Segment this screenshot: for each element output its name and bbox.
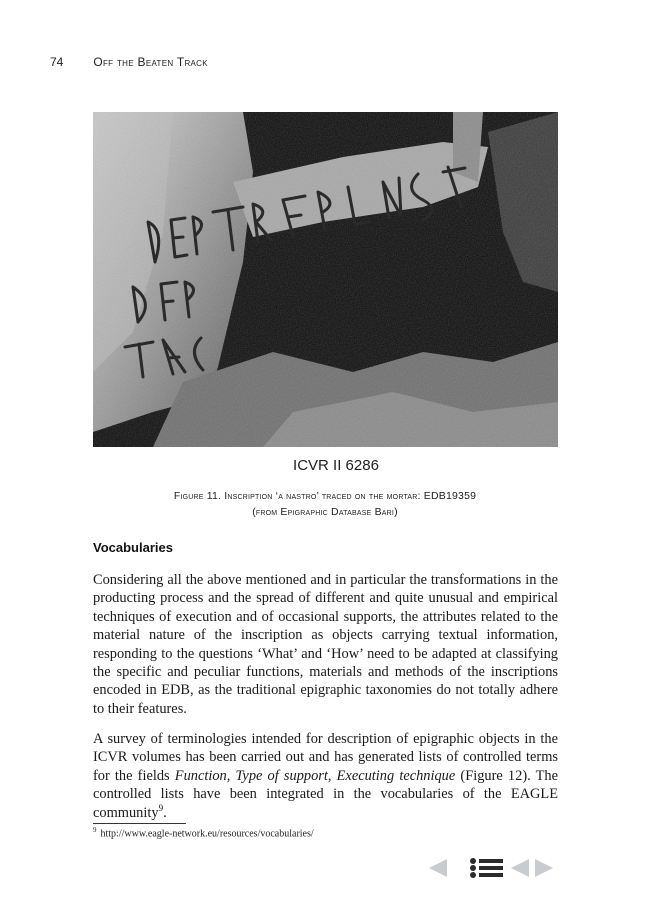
p2-text-a: A survey of terminologies intended for description of epigraphic objects in the ICVR volumes has been carried out and has generated lists of controlled terms for the fields <box>93 731 558 784</box>
running-title: Off the Beaten Track <box>93 55 208 69</box>
footnote-rule <box>93 823 186 824</box>
running-head <box>50 55 208 69</box>
caption-line-1: Figure 11. Inscription ‘a nastro’ traced on the mortar: EDB19359 <box>173 490 477 502</box>
table-of-contents-icon[interactable] <box>469 857 505 884</box>
footnote <box>93 826 314 839</box>
figure-label: ICVR II 6286 <box>293 457 379 474</box>
footnote-ref[interactable]: 9 <box>158 802 164 813</box>
figure-photo <box>93 112 558 447</box>
first-page-icon[interactable] <box>427 857 449 884</box>
page-navigation <box>427 857 557 879</box>
p2-text-b: (Figure 12). The controlled lists have been integrated in the vocabularies of the EAGLE community <box>93 767 558 821</box>
p2-emphasis: Function, Type of support, Executing technique <box>174 767 456 784</box>
caption-line-2: (from Epigraphic Database Bari) <box>252 506 398 518</box>
footnote-number: 9 <box>93 826 97 834</box>
figure-caption <box>90 488 560 520</box>
body-paragraph-1: Considering all the above mentioned and in particular the transformations in the producting process and the spread of different and quite unusual and empirical techniques of execution and of occasional supports, the attributes related to the material nature of the inscription as objects carrying textual information, responding to the questions ‘What’ and ‘How’ need to be adapted at classifying the specific and peculiar functions, materials and methods of the inscriptions encoded in EDB, as the traditional epigraphic taxonomies do not totally adhere to their features. <box>93 572 558 717</box>
section-heading: Vocabularies <box>93 540 173 555</box>
p2-text-c: . <box>163 804 167 821</box>
next-page-icon[interactable] <box>533 857 555 884</box>
previous-page-icon[interactable] <box>509 857 531 884</box>
body-paragraph-2 <box>93 730 558 822</box>
footnote-link[interactable]: http://www.eagle-network.eu/resources/vocabularies/ <box>100 828 314 840</box>
page-number: 74 <box>50 55 64 69</box>
